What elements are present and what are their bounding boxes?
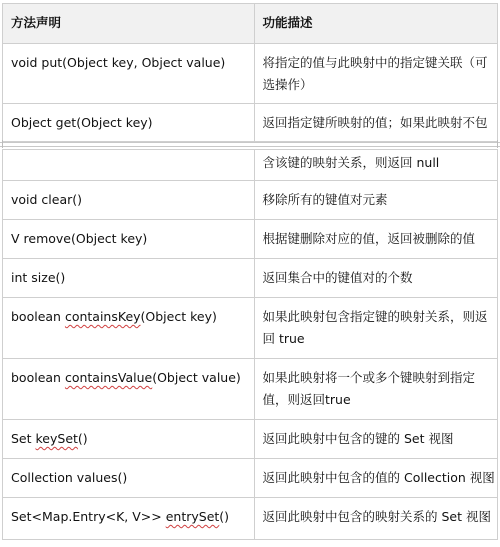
description-cell: 返回指定键所映射的值；如果此映射不包 bbox=[254, 104, 498, 142]
method-cell: void clear() bbox=[3, 181, 255, 220]
spellcheck-marked-word: entrySet bbox=[165, 509, 220, 524]
method-cell: Collection values() bbox=[3, 459, 255, 498]
method-cell: boolean containsValue(Object value) bbox=[3, 359, 255, 420]
description-cell: 返回集合中的键值对的个数 bbox=[254, 259, 498, 298]
description-cell: 返回此映射中包含的值的 Collection 视图 bbox=[254, 459, 498, 498]
description-cell: 如果此映射将一个或多个键映射到指定值，则返回true bbox=[254, 359, 498, 420]
description-cell: 将指定的值与此映射中的指定键关联（可选操作） bbox=[254, 44, 498, 104]
table-row bbox=[3, 181, 498, 220]
table-row bbox=[3, 104, 498, 142]
method-cell: void put(Object key, Object value) bbox=[3, 44, 255, 104]
table-row-continued bbox=[3, 150, 498, 181]
method-cell: boolean containsKey(Object key) bbox=[3, 298, 255, 359]
table-row bbox=[3, 359, 498, 420]
method-cell: Set<Map.Entry<K, V>> entrySet() bbox=[3, 498, 255, 540]
spellcheck-marked-word: containsKey bbox=[64, 309, 141, 324]
table-row bbox=[3, 44, 498, 104]
description-cell: 如果此映射包含指定键的映射关系，则返回 true bbox=[254, 298, 498, 359]
spellcheck-marked-word: containsValue bbox=[64, 370, 153, 385]
method-table-part-1 bbox=[2, 3, 498, 142]
header-function-description: 功能描述 bbox=[254, 4, 498, 44]
header-method-declaration: 方法声明 bbox=[3, 4, 255, 44]
method-cell: Set keySet() bbox=[3, 420, 255, 459]
table-row bbox=[3, 259, 498, 298]
table-row bbox=[3, 420, 498, 459]
method-cell: Object get(Object key) bbox=[3, 104, 255, 142]
method-table-part-2 bbox=[2, 149, 498, 540]
method-cell: int size() bbox=[3, 259, 255, 298]
description-cell: 返回此映射中包含的键的 Set 视图 bbox=[254, 420, 498, 459]
spellcheck-marked-word: keySet bbox=[35, 431, 78, 446]
description-cell: 根据键删除对应的值，返回被删除的值 bbox=[254, 220, 498, 259]
method-cell: V remove(Object key) bbox=[3, 220, 255, 259]
description-cell: 移除所有的键值对元素 bbox=[254, 181, 498, 220]
method-cell-empty bbox=[3, 150, 255, 181]
page-break-separator bbox=[0, 139, 500, 149]
table-row bbox=[3, 298, 498, 359]
description-cell-continued: 含该键的映射关系，则返回 null bbox=[254, 150, 498, 181]
table-header-row bbox=[3, 4, 498, 44]
table-row bbox=[3, 459, 498, 498]
table-row bbox=[3, 498, 498, 540]
description-cell: 返回此映射中包含的映射关系的 Set 视图 bbox=[254, 498, 498, 540]
table-row bbox=[3, 220, 498, 259]
